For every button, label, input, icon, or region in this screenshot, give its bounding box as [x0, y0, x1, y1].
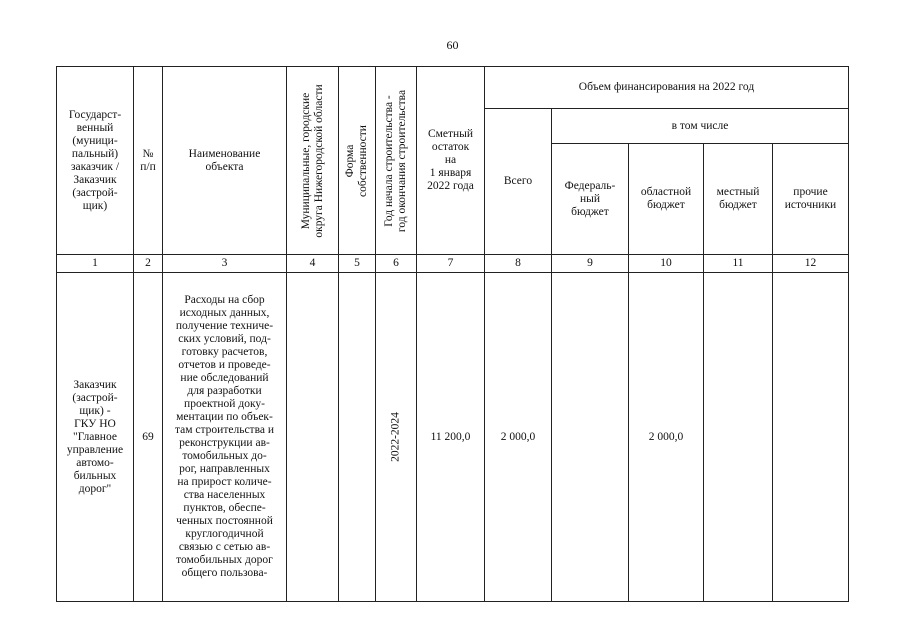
column-number: 8 — [485, 255, 552, 273]
row-local — [704, 273, 773, 602]
column-number: 3 — [163, 255, 287, 273]
header-number: № п/п — [134, 67, 163, 255]
header-ownership-text: Форма собственности — [344, 124, 369, 197]
header-financing: Объем финансирования на 2022 год — [485, 67, 849, 109]
column-number: 5 — [339, 255, 376, 273]
header-customer: Государст- венный (муници- пальный) заказчик / Заказчик (застрой- щик) — [57, 67, 134, 255]
column-number: 2 — [134, 255, 163, 273]
table-row — [57, 273, 849, 602]
row-years — [376, 273, 417, 602]
row-years-text: 2022-2024 — [389, 412, 402, 462]
row-regional: 2 000,0 — [629, 273, 704, 602]
header-years — [376, 67, 417, 255]
column-number: 4 — [287, 255, 339, 273]
column-number: 1 — [57, 255, 134, 273]
column-number: 6 — [376, 255, 417, 273]
header-years-text: Год начала строительства - год окончания строительства — [383, 89, 408, 232]
header-district-text: Муниципальные, городские округа Нижегородской области — [299, 83, 325, 238]
header-ownership — [339, 67, 376, 255]
header-object-name: Наименование объекта — [163, 67, 287, 255]
header-estimate: Сметный остаток на 1 января 2022 года — [417, 67, 485, 255]
row-other — [773, 273, 849, 602]
row-ownership — [339, 273, 376, 602]
header-local: местный бюджет — [704, 144, 773, 255]
column-number: 9 — [552, 255, 629, 273]
row-estimate: 11 200,0 — [417, 273, 485, 602]
column-number: 7 — [417, 255, 485, 273]
header-total: Всего — [485, 109, 552, 255]
row-federal — [552, 273, 629, 602]
row-number: 69 — [134, 273, 163, 602]
column-number: 10 — [629, 255, 704, 273]
page-number: 60 — [446, 38, 459, 52]
column-number: 11 — [704, 255, 773, 273]
header-other: прочие источники — [773, 144, 849, 255]
header-regional: областной бюджет — [629, 144, 704, 255]
row-object-name: Расходы на сбор исходных данных, получение техниче- ских условий, под- готовку расчетов, отчетов и проведе- ние обследований для разработки проектной доку- ментации по объек- там строительства и реконструкции ав- томобильных до- рог, направленных на прирост количе- ства населенных пунктов, обеспе- ченных постоянной круглогодичной связью с сетью ав- томобильных дорог общего пользова- — [163, 273, 287, 602]
row-district — [287, 273, 339, 602]
row-customer: Заказчик (застрой- щик) - ГКУ НО "Главное управление автомо- бильных дорог" — [57, 273, 134, 602]
header-row-1 — [57, 67, 849, 109]
financing-table — [56, 66, 849, 602]
header-district — [287, 67, 339, 255]
column-number: 12 — [773, 255, 849, 273]
header-federal: Федераль- ный бюджет — [552, 144, 629, 255]
row-total: 2 000,0 — [485, 273, 552, 602]
header-including: в том числе — [552, 109, 849, 144]
column-number-row — [57, 255, 849, 273]
